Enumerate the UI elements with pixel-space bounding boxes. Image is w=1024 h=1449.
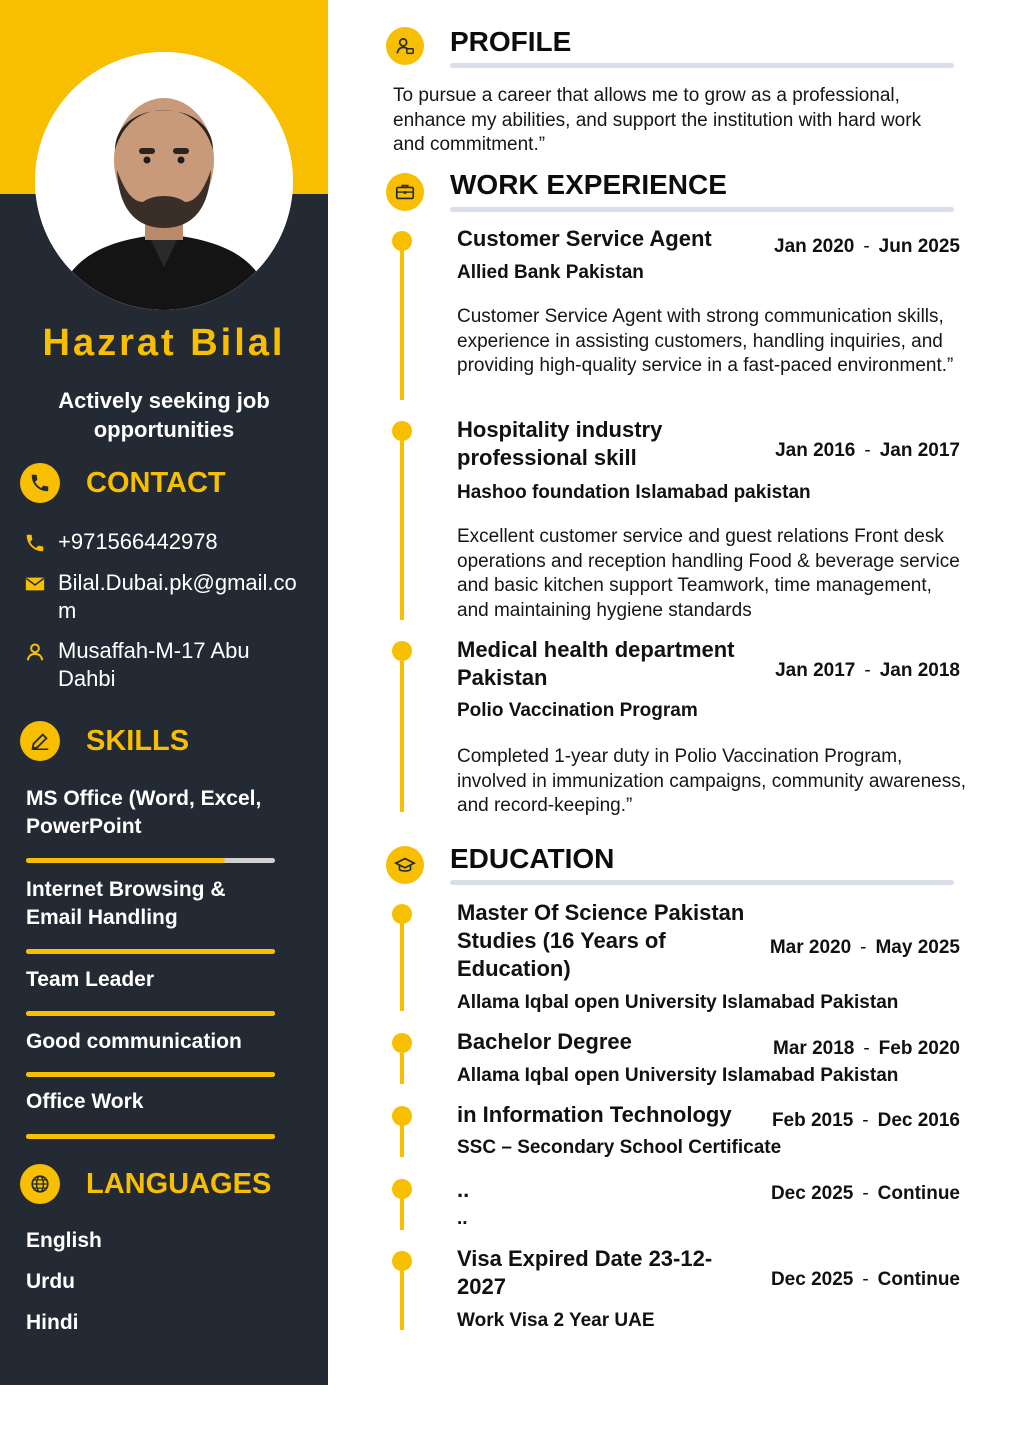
mail-icon <box>24 573 46 595</box>
contact-heading-label: CONTACT <box>86 466 226 499</box>
person-tagline: Actively seeking job opportunities <box>58 388 270 442</box>
skill-bar-fill <box>26 858 225 863</box>
language-item: Urdu <box>26 1270 75 1293</box>
language-item: Hindi <box>26 1311 79 1334</box>
job-description: Completed 1-year duty in Polio Vaccination Program, involved in immunization campaigns, community awareness, and record-keeping.” <box>457 746 967 816</box>
timeline-dot <box>392 1251 412 1271</box>
education-institution: Allama Iqbal open University Islamabad Pakistan <box>457 1065 899 1086</box>
contact-phone-text: +971566442978 <box>58 529 218 554</box>
job-dates: Jan 2016 - Jan 2017 <box>775 440 960 461</box>
education-end-date: May 2025 <box>875 937 960 958</box>
skill-bar <box>26 1011 275 1016</box>
job-title: Medical health department Pakistan <box>457 637 735 690</box>
timeline-line <box>400 430 404 620</box>
person-name: Hazrat Bilal <box>42 322 286 364</box>
education-institution: SSC – Secondary School Certificate <box>457 1137 782 1158</box>
job-organization: Hashoo foundation Islamabad pakistan <box>457 482 811 503</box>
job-organization: Polio Vaccination Program <box>457 700 698 721</box>
skill-item <box>26 876 276 932</box>
profile-user-icon <box>386 27 424 65</box>
timeline-dot <box>392 641 412 661</box>
skill-item <box>26 1088 276 1116</box>
pencil-icon <box>20 721 60 761</box>
phone-icon <box>24 532 46 554</box>
job-dates: Jan 2017 - Jan 2018 <box>775 660 960 681</box>
timeline-dot <box>392 1179 412 1199</box>
job-title: Customer Service Agent <box>457 226 712 251</box>
skills-heading-label: SKILLS <box>86 724 190 757</box>
language-item: English <box>26 1229 102 1252</box>
job-end-date: Jan 2018 <box>879 660 960 681</box>
skill-bar <box>26 1134 275 1139</box>
profile-divider <box>450 63 954 68</box>
visa-title: Visa Expired Date 23-12-2027 <box>457 1246 713 1299</box>
education-dates: Mar 2020 - May 2025 <box>769 937 960 958</box>
visa-dates: Dec 2025 - Continue <box>770 1269 960 1290</box>
timeline-line <box>400 240 404 400</box>
contact-email-text: Bilal.Dubai.pk@gmail.com <box>58 570 297 623</box>
skill-bar-fill <box>26 949 275 954</box>
skill-bar-fill <box>26 1072 275 1077</box>
education-dates: Feb 2015 - Dec 2016 <box>771 1110 960 1131</box>
education-dates: Dec 2025 - Continue <box>770 1183 960 1204</box>
experience-divider <box>450 207 954 212</box>
education-start-date: Mar 2018 <box>773 1038 855 1059</box>
education-dates: Mar 2018 - Feb 2020 <box>773 1038 960 1059</box>
job-description: Excellent customer service and guest relations Front desk operations and reception handling Food & beverage service and basic kitchen support Teamwork, time management, and maintaining hygiene standards <box>457 526 960 621</box>
languages-heading <box>20 1164 271 1204</box>
skill-bar-fill <box>26 1134 275 1139</box>
visa-end-date: Continue <box>877 1269 960 1290</box>
skill-item <box>26 1028 276 1056</box>
timeline-dot <box>392 1033 412 1053</box>
avatar <box>35 52 293 310</box>
contact-phone[interactable] <box>24 528 304 556</box>
location-person-icon <box>24 641 46 663</box>
education-institution: .. <box>457 1208 468 1229</box>
skills-heading <box>20 721 189 761</box>
graduation-cap-icon <box>386 846 424 884</box>
job-title: Hospitality industry professional skill <box>457 417 663 470</box>
phone-icon <box>20 463 60 503</box>
education-title: Bachelor Degree <box>457 1029 632 1054</box>
education-title: .. <box>457 1177 470 1202</box>
education-end-date: Feb 2020 <box>878 1038 960 1059</box>
education-end-date: Continue <box>877 1183 960 1204</box>
education-start-date: Mar 2020 <box>769 937 852 958</box>
skill-name: Good communication <box>26 1030 242 1053</box>
timeline-line <box>400 650 404 812</box>
profile-photo <box>35 52 293 310</box>
education-institution: Allama Iqbal open University Islamabad Pakistan <box>457 992 899 1013</box>
skill-name: Office Work <box>26 1090 144 1113</box>
skill-name: Team Leader <box>26 968 154 991</box>
timeline-dot <box>392 904 412 924</box>
briefcase-icon <box>386 173 424 211</box>
timeline-dot <box>392 421 412 441</box>
education-divider <box>450 880 954 885</box>
visa-start-date: Dec 2025 <box>770 1269 854 1290</box>
timeline-dot <box>392 231 412 251</box>
skill-name: MS Office (Word, Excel, PowerPoint <box>26 787 262 838</box>
skill-bar-fill <box>26 1011 275 1016</box>
education-end-date: Dec 2016 <box>877 1110 960 1131</box>
globe-icon <box>20 1164 60 1204</box>
skill-bar <box>26 858 275 863</box>
job-start-date: Jan 2017 <box>775 660 856 681</box>
education-heading: EDUCATION <box>450 843 615 874</box>
skill-item <box>26 785 276 841</box>
profile-text: To pursue a career that allows me to grow as a professional, enhance my abilities, and support the institution with hard work and commitment.” <box>393 85 922 155</box>
job-dates: Jan 2020 - Jun 2025 <box>774 236 960 257</box>
languages-heading-label: LANGUAGES <box>86 1167 272 1200</box>
education-start-date: Dec 2025 <box>770 1183 854 1204</box>
skill-item <box>26 966 276 994</box>
sidebar <box>0 0 328 1385</box>
job-description: Customer Service Agent with strong communication skills, experience in assisting customers, handling inquiries, and providing high-quality service in a fast-paced environment.” <box>457 306 954 376</box>
contact-address-text: Musaffah-M-17 Abu Dahbi <box>58 638 250 691</box>
experience-heading: WORK EXPERIENCE <box>450 169 727 200</box>
contact-address <box>24 637 304 693</box>
education-start-date: Feb 2015 <box>771 1110 854 1131</box>
job-end-date: Jan 2017 <box>879 440 960 461</box>
visa-detail: Work Visa 2 Year UAE <box>457 1310 655 1331</box>
contact-email[interactable] <box>24 569 304 625</box>
skill-bar <box>26 949 275 954</box>
timeline-line <box>400 913 404 1011</box>
job-organization: Allied Bank Pakistan <box>457 262 644 283</box>
education-title: in Information Technology <box>457 1102 732 1127</box>
profile-heading: PROFILE <box>450 26 572 57</box>
contact-heading <box>20 463 226 503</box>
timeline-dot <box>392 1106 412 1126</box>
job-end-date: Jun 2025 <box>878 236 960 257</box>
job-start-date: Jan 2020 <box>774 236 855 257</box>
skill-name: Internet Browsing & Email Handling <box>26 878 226 929</box>
job-start-date: Jan 2016 <box>775 440 856 461</box>
education-title: Master Of Science Pakistan Studies (16 Years of Education) <box>457 900 745 981</box>
skill-bar <box>26 1072 275 1077</box>
